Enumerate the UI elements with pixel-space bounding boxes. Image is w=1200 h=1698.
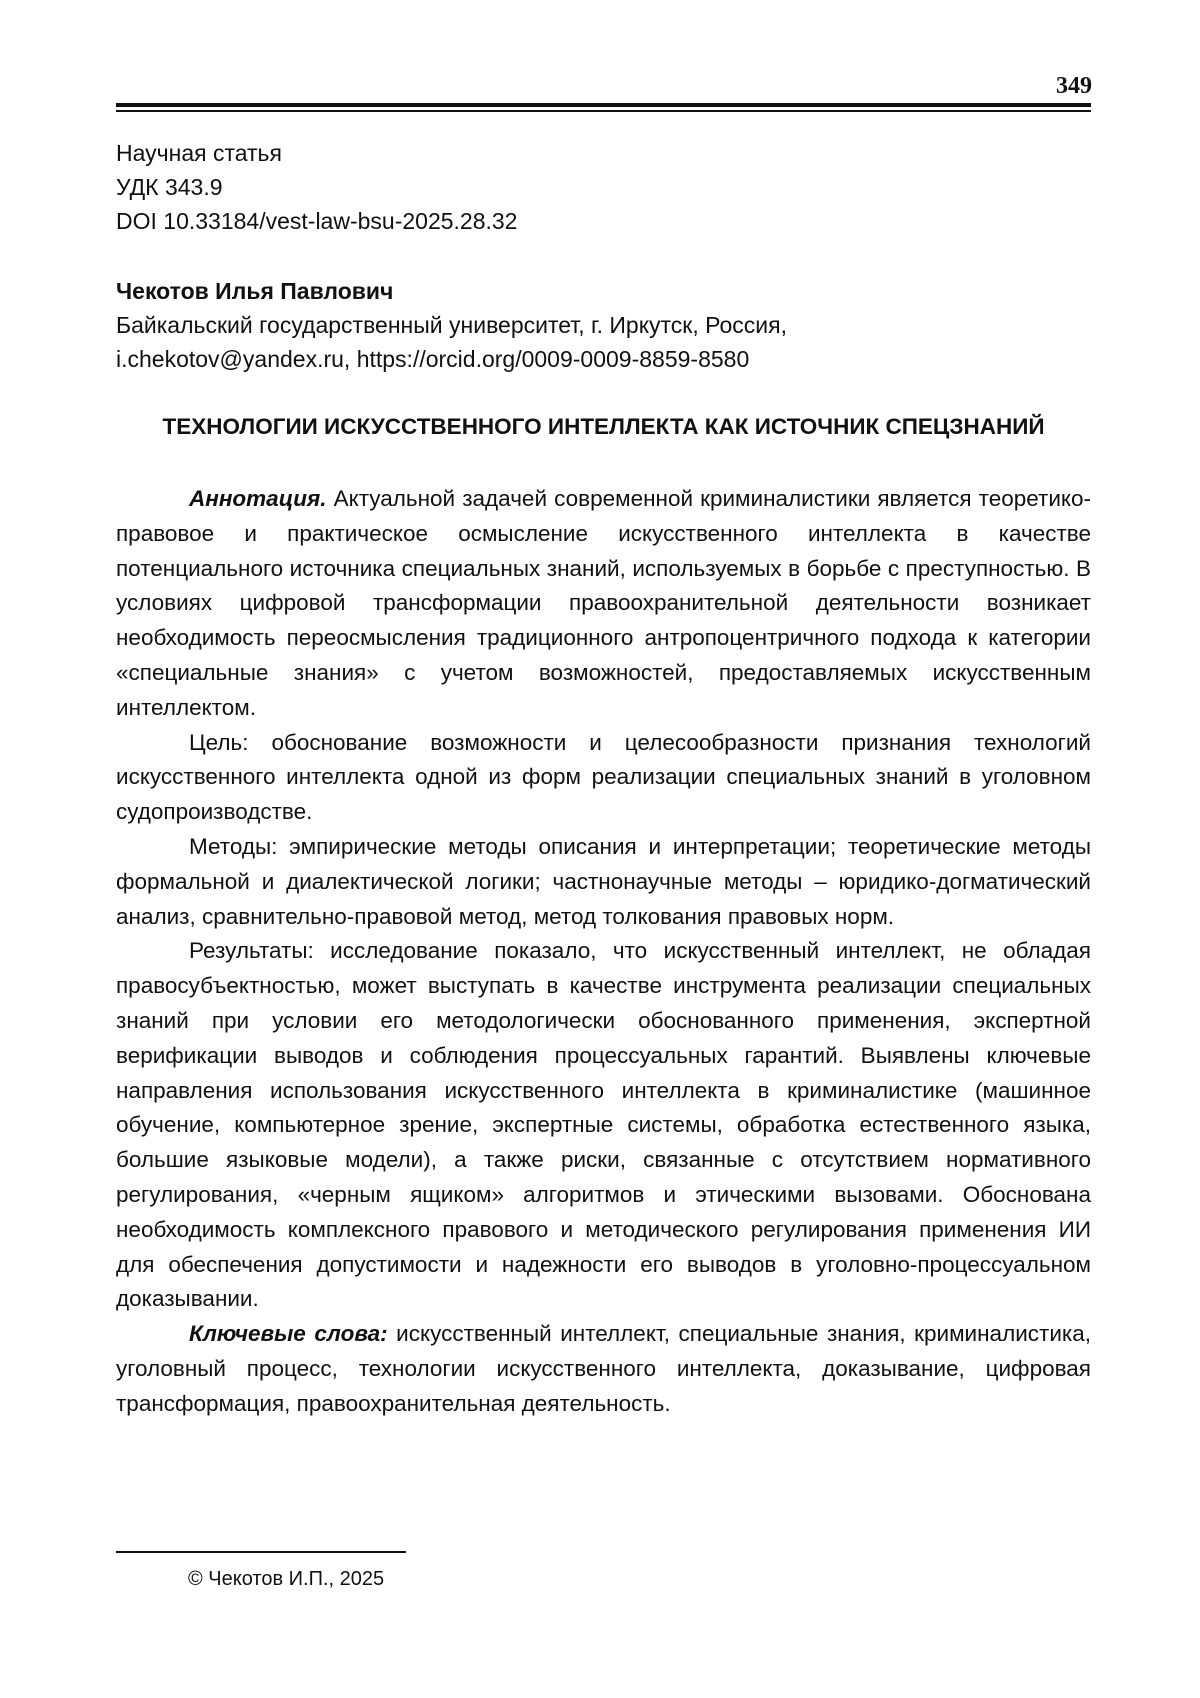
article-title: ТЕХНОЛОГИИ ИСКУССТВЕННОГО ИНТЕЛЛЕКТА КАК ИСТОЧНИК СПЕЦЗНАНИЙ [162,414,1045,439]
article-type: Научная статья [116,140,282,166]
doi: DOI 10.33184/vest-law-bsu-2025.28.32 [116,208,518,234]
keywords-paragraph [116,1317,1091,1421]
author-block [116,274,1091,376]
abstract-paragraph [116,482,1091,726]
author-affiliation: Байкальский государственный университет, г. Иркутск, Россия, [116,312,787,338]
footnote-rule [116,1551,406,1553]
abstract-section [116,482,1091,1422]
abstract-label: Аннотация. [189,486,327,511]
header-rule-thick [116,103,1091,107]
author-name: Чекотов Илья Павлович [116,278,394,304]
abstract-text: Актуальной задачей современной криминалистики является теоретико-правовое и практическое осмысление искусственного интеллекта в качестве потенциального источника специальных знаний, используемых в борьбе с преступностью. В условиях цифровой трансформации правоохранительной деятельности возникает необходимость переосмысления традиционного антропоцентричного подхода к категории «специальные знания» с учетом возможностей, предоставляемых искусственным интеллектом. [116,486,1091,720]
author-contacts: i.chekotov@yandex.ru, https://orcid.org/0009-0009-8859-8580 [116,346,750,372]
keywords-text: искусственный интеллект, специальные знания, криминалистика, уголовный процесс, технологии искусственного интеллекта, доказывание, цифровая трансформация, правоохранительная деятельность. [116,1321,1091,1416]
page-number: 349 [1056,73,1092,99]
methods-paragraph: Методы: эмпирические методы описания и интерпретации; теоретические методы формальной и диалектической логики; частнонаучные методы – юридико-догматический анализ, сравнительно-правовой метод, метод толкования правовых норм. [116,833,1091,929]
header-rule-thin [116,110,1091,112]
results-paragraph: Результаты: исследование показало, что искусственный интеллект, не обладая правосубъектностью, может выступать в качестве инструмента реализации специальных знаний при условии его методологически обоснованного применения, экспертной верификации выводов и соблюдения процессуальных гарантий. Выявлены ключевые направления использования искусственного интеллекта в криминалистике (машинное обучение, компьютерное зрение, экспертные системы, обработка естественного языка, большие языковые модели), а также риски, связанные с отсутствием нормативного регулирования, «черным ящиком» алгоритмов и этическими вызовами. Обоснована необходимость комплексного правового и методического регулирования применения ИИ для обеспечения допустимости и надежности его выводов в уголовно-процессуальном доказывании. [116,938,1091,1312]
udk-code: УДК 343.9 [116,174,223,200]
copyright-footnote: © Чекотов И.П., 2025 [188,1568,385,1590]
keywords-label: Ключевые слова: [189,1321,388,1347]
article-meta [116,136,1091,238]
goal-paragraph: Цель: обоснование возможности и целесообразности признания технологий искусственного интеллекта одной из форм реализации специальных знаний в уголовном судопроизводстве. [116,729,1091,825]
